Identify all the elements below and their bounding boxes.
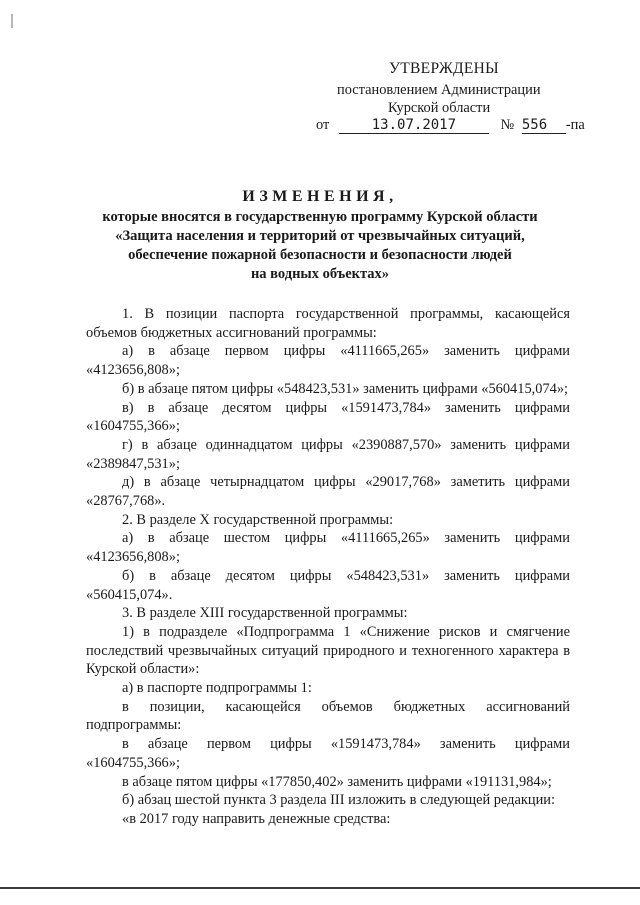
paragraph-2a: а) в абзаце шестом цифры «4111665,265» заменить цифрами «4123656,808»;: [86, 530, 570, 566]
page-bottom-edge: [0, 887, 640, 889]
paragraph-1e: д) в абзаце четырнадцатом цифры «29017,768» заметить цифрами «28767,768».: [86, 474, 570, 510]
paragraph-3-1b-quote: «в 2017 году направить денежные средства:: [122, 810, 391, 827]
heading-line-3: обеспечение пожарной безопасности и безопасности людей: [128, 247, 512, 263]
paragraph-1a: а) в абзаце первом цифры «4111665,265» заменить цифрами «4123656,808»;: [86, 343, 570, 379]
approval-number: 556: [522, 118, 566, 134]
paragraph-3-1: 1) в подразделе «Подпрограмма 1 «Снижение рисков и смягчение последствий чрезвычайных ситуаций природного и техногенного характера в Курской области»:: [86, 623, 570, 678]
heading-line-4: на водных объектах»: [250, 266, 390, 282]
paragraph-2b: б) в абзаце десятом цифры «548423,531» заменить цифрами «560415,074».: [86, 567, 570, 603]
paragraph-3-1a-fifth: в абзаце пятом цифры «177850,402» заменить цифрами «191131,984»;: [122, 773, 552, 790]
paragraph-3-1a-position: в позиции, касающейся объемов бюджетных ассигнований подпрограммы:: [86, 698, 570, 734]
heading-line-2: «Защита населения и территорий от чрезвычайных ситуаций,: [115, 228, 525, 244]
paragraph-3: 3. В разделе XIII государственной программы:: [122, 605, 408, 622]
approval-issuer: постановлением Администрации: [337, 82, 541, 98]
paragraph-2: 2. В разделе X государственной программы:: [122, 511, 394, 528]
heading-line-1: которые вносятся в государственную программу Курской области: [102, 209, 538, 225]
paragraph-1c: в) в абзаце десятом цифры «1591473,784» заменить цифрами «1604755,366»;: [86, 399, 570, 435]
paragraph-1: 1. В позиции паспорта государственной программы, касающейся объемов бюджетных ассигнований программы:: [86, 306, 570, 341]
paragraph-3-1a: а) в паспорте подпрограммы 1:: [122, 680, 312, 697]
paragraph-3-1a-first: в абзаце первом цифры «1591473,784» заменить цифрами «1604755,366»;: [86, 736, 570, 771]
number-label: №: [500, 117, 515, 133]
approval-date-line: [316, 117, 585, 134]
paragraph-3-1b: б) абзац шестой пункта 3 раздела III изложить в следующей редакции:: [122, 792, 555, 809]
approval-region: Курской области: [388, 100, 491, 116]
paragraph-1b: б) в абзаце пятом цифры «548423,531» заменить цифрами «560415,074»;: [122, 380, 569, 397]
approval-title: УТВЕРЖДЕНЫ: [389, 60, 499, 77]
document-body: [86, 305, 570, 829]
number-suffix: -па: [565, 117, 585, 133]
approval-date: 13.07.2017: [339, 118, 489, 134]
from-label: от: [316, 117, 330, 133]
heading-title: ИЗМЕНЕНИЯ,: [242, 188, 398, 205]
document-heading: [80, 186, 560, 284]
paragraph-1d: г) в абзаце одиннадцатом цифры «2390887,570» заменить цифрами «2389847,531»;: [86, 436, 570, 472]
scan-speck: [11, 14, 13, 28]
